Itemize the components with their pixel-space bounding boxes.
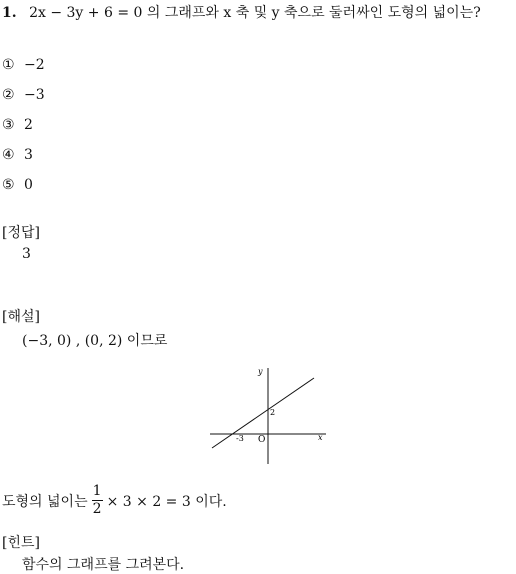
question-number: 1. <box>2 5 17 21</box>
hint-label: [힌트] <box>2 535 40 551</box>
line-graph <box>200 362 340 470</box>
conclusion-suffix: × 3 × 2 = 3 이다. <box>106 493 227 510</box>
question-text: 2x − 3y + 6 = 0 의 그래프와 x 축 및 y 축으로 둘러싸인 도형의 넓이는? <box>29 5 481 21</box>
y-axis-label: y <box>258 367 263 376</box>
choice-value: 0 <box>24 177 33 193</box>
choice-mark: ① <box>2 57 15 73</box>
explanation-conclusion <box>2 484 227 518</box>
fraction-numerator: 1 <box>92 483 102 499</box>
choice-3[interactable] <box>2 117 33 133</box>
y-intercept-label: 2 <box>270 408 276 417</box>
choice-4[interactable] <box>2 147 33 163</box>
explanation-label: [해설] <box>2 309 40 325</box>
answer-label: [정답] <box>2 225 40 241</box>
hint-text: 함수의 그래프를 그려본다. <box>22 557 185 573</box>
choice-value: −2 <box>24 57 45 73</box>
explanation-intro: (−3, 0) , (0, 2) 이므로 <box>22 333 168 349</box>
question <box>2 2 481 22</box>
conclusion-prefix: 도형의 넓이는 <box>2 493 88 510</box>
choice-mark: ② <box>2 87 15 103</box>
x-intercept-label: -3 <box>236 434 244 443</box>
fraction-denominator: 2 <box>92 501 102 518</box>
origin-label: O <box>258 435 266 445</box>
x-axis-label: x <box>318 433 323 442</box>
choice-1[interactable] <box>2 57 45 73</box>
choice-value: 2 <box>24 117 33 133</box>
choice-5[interactable] <box>2 177 33 193</box>
choice-value: −3 <box>24 87 45 103</box>
answer-value: 3 <box>22 246 31 262</box>
fraction <box>92 484 103 518</box>
choice-mark: ③ <box>2 117 15 133</box>
choice-2[interactable] <box>2 87 45 103</box>
choice-mark: ⑤ <box>2 177 15 193</box>
choice-value: 3 <box>24 147 33 163</box>
choice-mark: ④ <box>2 147 15 163</box>
